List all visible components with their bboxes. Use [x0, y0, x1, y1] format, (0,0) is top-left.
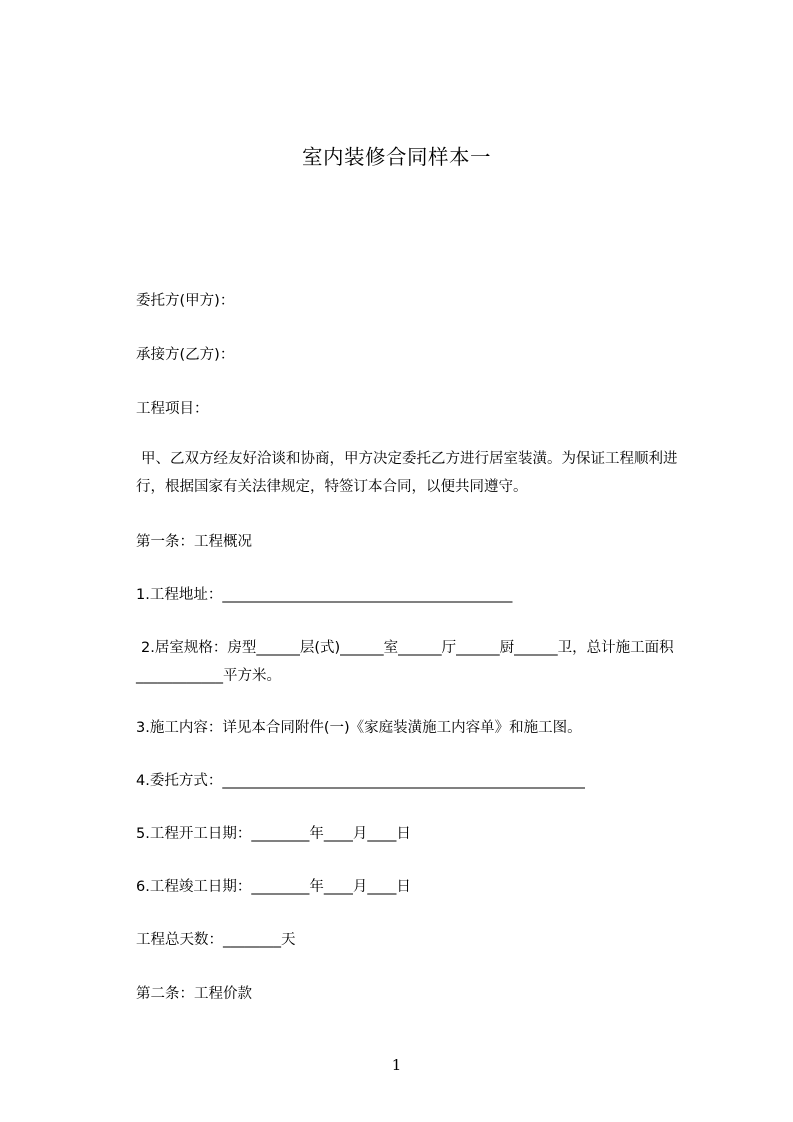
- item-start-date: 5.工程开工日期：________年____月____日: [136, 826, 411, 842]
- total-days-line: 工程总天数：________天: [136, 932, 296, 948]
- item-completion-date: 6.工程竣工日期：________年____月____日: [136, 879, 411, 895]
- item-room-specs: 2.居室规格：房型______层(式)______室______厅______厨______卫，总计施工面积____________平方米。: [136, 640, 674, 684]
- item-project-address: 1.工程地址：________________________________________: [136, 587, 513, 603]
- client-party-line: 委托方(甲方)：: [136, 293, 235, 309]
- contractor-party-line: 承接方(乙方)：: [136, 347, 235, 363]
- preamble-paragraph: 甲、乙双方经友好洽谈和协商，甲方决定委托乙方进行居室装潢。为保证工程顺利进行，根据国家有关法律规定，特签订本合同，以便共同遵守。: [136, 451, 678, 495]
- page-number: 1: [391, 1056, 402, 1074]
- item-construction-content: 3.施工内容：详见本合同附件(一)《家庭装潢施工内容单》和施工图。: [136, 720, 582, 736]
- article-1-heading: 第一条：工程概况: [136, 534, 252, 550]
- project-line: 工程项目：: [136, 401, 209, 417]
- item-commission-method: 4.委托方式：__________________________________________________: [136, 773, 585, 789]
- article-2-heading: 第二条：工程价款: [136, 986, 252, 1002]
- document-title: 室内装修合同样本一: [302, 145, 491, 169]
